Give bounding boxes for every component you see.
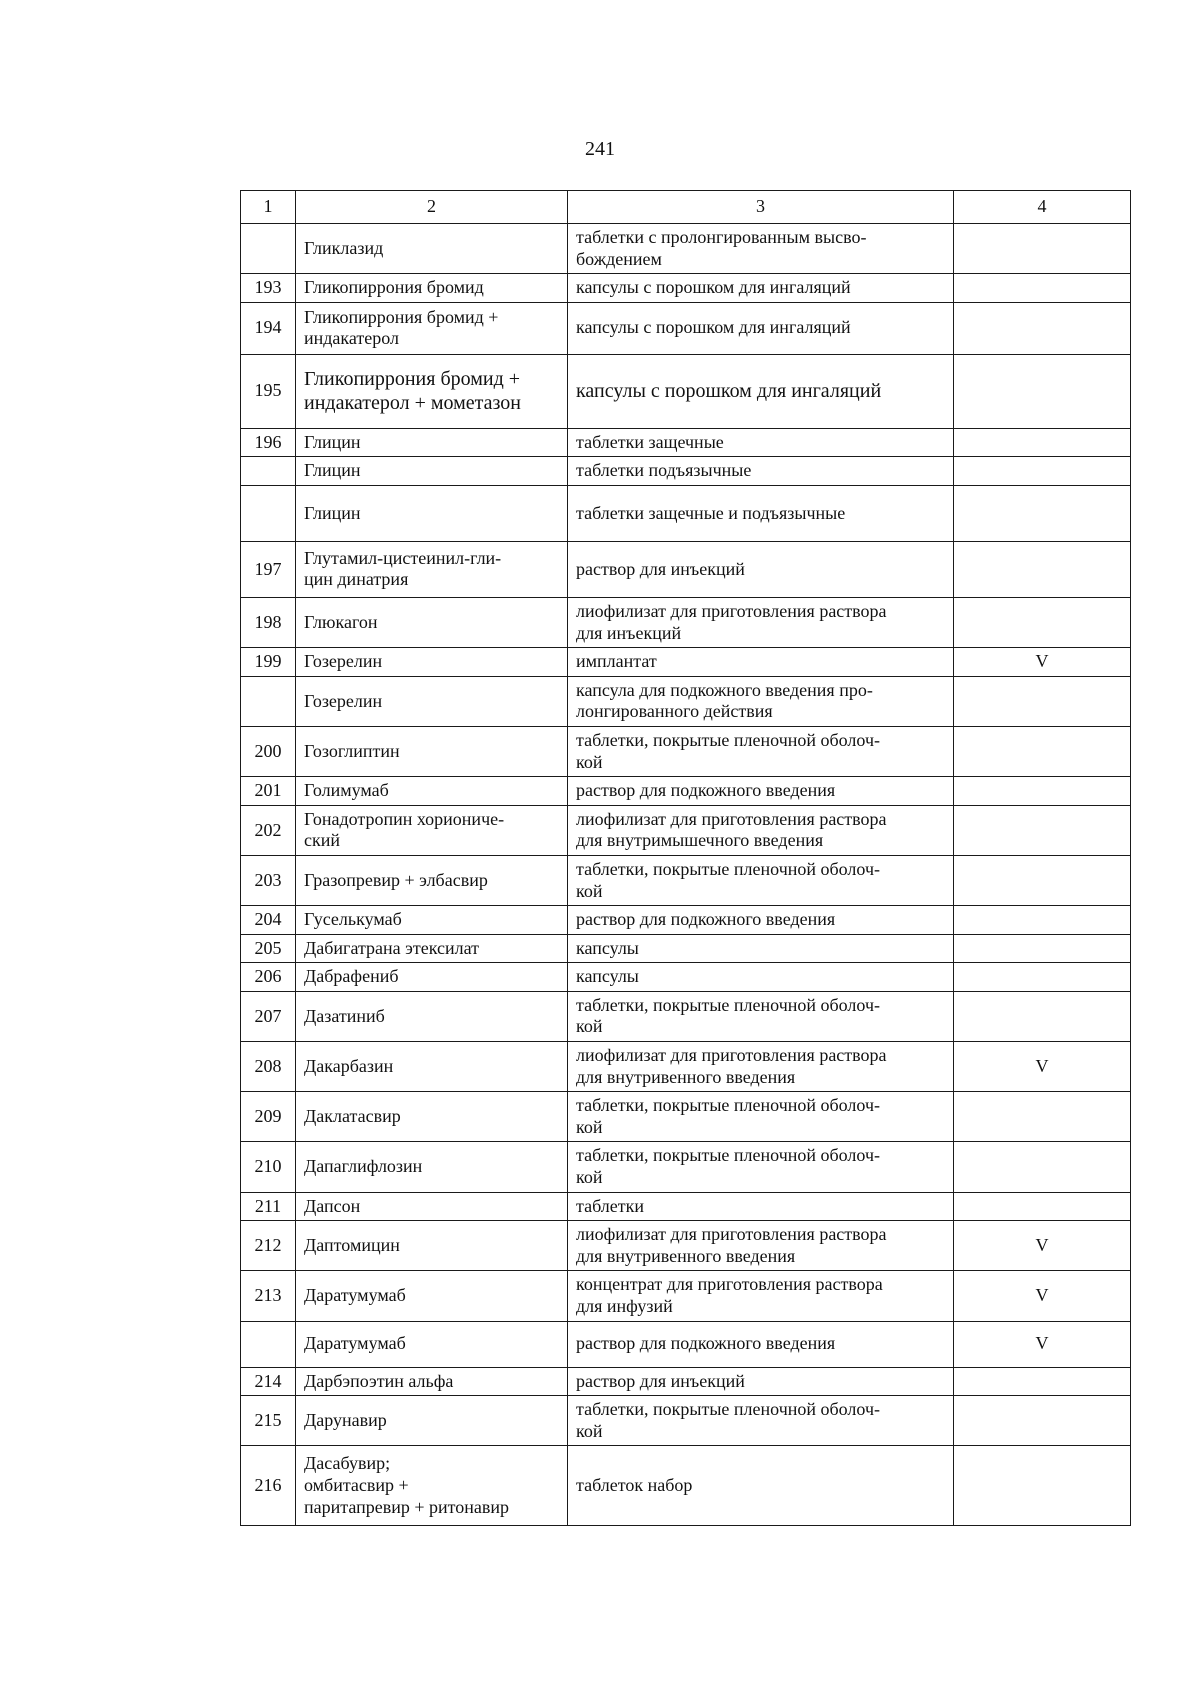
row-number: 216	[241, 1446, 296, 1526]
dosage-form: имплантат	[568, 648, 954, 677]
table-row	[241, 676, 1131, 726]
drug-name: Дакарбазин	[296, 1042, 568, 1092]
vzn-mark	[954, 934, 1131, 963]
row-number: 211	[241, 1192, 296, 1221]
dosage-form: таблетки	[568, 1192, 954, 1221]
drug-name: Дарунавир	[296, 1396, 568, 1446]
vzn-mark	[954, 541, 1131, 597]
vzn-mark	[954, 1092, 1131, 1142]
dosage-form: таблетки, покрытые пленочной оболоч- кой	[568, 1396, 954, 1446]
drug-name: Глутамил-цистеинил-гли- цин динатрия	[296, 541, 568, 597]
row-number: 199	[241, 648, 296, 677]
vzn-mark	[954, 597, 1131, 647]
row-number: 196	[241, 428, 296, 457]
row-number: 210	[241, 1142, 296, 1192]
dosage-form: таблеток набор	[568, 1446, 954, 1526]
drug-name: Гуселькумаб	[296, 906, 568, 935]
table-row	[241, 1092, 1131, 1142]
table-row	[241, 1446, 1131, 1526]
drug-name: Дабрафениб	[296, 963, 568, 992]
drug-name: Дабигатрана этексилат	[296, 934, 568, 963]
vzn-mark: V	[954, 1221, 1131, 1271]
vzn-mark	[954, 676, 1131, 726]
table-row	[241, 1321, 1131, 1367]
header-col-1: 1	[241, 191, 296, 224]
row-number: 201	[241, 777, 296, 806]
dosage-form: концентрат для приготовления раствора для инфузий	[568, 1271, 954, 1321]
table-row	[241, 1192, 1131, 1221]
row-number: 198	[241, 597, 296, 647]
table-row	[241, 1142, 1131, 1192]
vzn-mark	[954, 274, 1131, 303]
vzn-mark	[954, 805, 1131, 855]
drug-name: Гликлазид	[296, 224, 568, 274]
drug-name: Дазатиниб	[296, 991, 568, 1041]
table-row	[241, 1271, 1131, 1321]
drug-name: Дапсон	[296, 1192, 568, 1221]
vzn-mark	[954, 1192, 1131, 1221]
table-row	[241, 485, 1131, 541]
vzn-mark	[954, 1142, 1131, 1192]
table-row	[241, 274, 1131, 303]
dosage-form: раствор для инъекций	[568, 541, 954, 597]
dosage-form: таблетки, покрытые пленочной оболоч- кой	[568, 726, 954, 776]
drug-name: Глицин	[296, 457, 568, 486]
row-number: 194	[241, 302, 296, 354]
row-number: 213	[241, 1271, 296, 1321]
vzn-mark: V	[954, 1271, 1131, 1321]
dosage-form: лиофилизат для приготовления раствора для внутримышечного введения	[568, 805, 954, 855]
drug-name: Глицин	[296, 428, 568, 457]
dosage-form: таблетки подъязычные	[568, 457, 954, 486]
table-row	[241, 354, 1131, 428]
table-row	[241, 1221, 1131, 1271]
drug-name: Голимумаб	[296, 777, 568, 806]
table-row	[241, 726, 1131, 776]
header-col-3: 3	[568, 191, 954, 224]
drug-name: Гликопиррония бромид	[296, 274, 568, 303]
vzn-mark	[954, 1367, 1131, 1396]
dosage-form: раствор для подкожного введения	[568, 777, 954, 806]
drug-name: Гразопревир + элбасвир	[296, 855, 568, 905]
vzn-mark	[954, 428, 1131, 457]
table-row	[241, 1367, 1131, 1396]
row-number	[241, 676, 296, 726]
table-row	[241, 1396, 1131, 1446]
vzn-mark	[954, 855, 1131, 905]
table-row	[241, 906, 1131, 935]
row-number	[241, 457, 296, 486]
row-number: 214	[241, 1367, 296, 1396]
dosage-form: капсулы	[568, 963, 954, 992]
table-header	[241, 191, 1131, 224]
vzn-mark	[954, 777, 1131, 806]
table-row	[241, 991, 1131, 1041]
vzn-mark	[954, 354, 1131, 428]
dosage-form: таблетки, покрытые пленочной оболоч- кой	[568, 1142, 954, 1192]
drug-name: Даптомицин	[296, 1221, 568, 1271]
dosage-form: раствор для инъекций	[568, 1367, 954, 1396]
row-number: 203	[241, 855, 296, 905]
row-number	[241, 485, 296, 541]
row-number: 204	[241, 906, 296, 935]
drug-name: Гозерелин	[296, 676, 568, 726]
drug-name: Даклатасвир	[296, 1092, 568, 1142]
dosage-form: таблетки защечные и подъязычные	[568, 485, 954, 541]
table-row	[241, 934, 1131, 963]
page-number: 241	[585, 138, 615, 160]
drug-name: Дарбэпоэтин альфа	[296, 1367, 568, 1396]
table-row	[241, 963, 1131, 992]
table-row	[241, 1042, 1131, 1092]
header-row	[241, 191, 1131, 224]
dosage-form: капсулы с порошком для ингаляций	[568, 302, 954, 354]
drug-name: Глюкагон	[296, 597, 568, 647]
row-number: 215	[241, 1396, 296, 1446]
vzn-mark	[954, 457, 1131, 486]
row-number	[241, 1321, 296, 1367]
row-number: 206	[241, 963, 296, 992]
row-number: 195	[241, 354, 296, 428]
row-number: 208	[241, 1042, 296, 1092]
table-row	[241, 597, 1131, 647]
dosage-form: лиофилизат для приготовления раствора для инъекций	[568, 597, 954, 647]
dosage-form: таблетки защечные	[568, 428, 954, 457]
dosage-form: таблетки, покрытые пленочной оболоч- кой	[568, 991, 954, 1041]
dosage-form: таблетки, покрытые пленочной оболоч- кой	[568, 855, 954, 905]
drug-name: Гликопиррония бромид + индакатерол	[296, 302, 568, 354]
vzn-mark	[954, 906, 1131, 935]
vzn-mark: V	[954, 1042, 1131, 1092]
vzn-mark	[954, 991, 1131, 1041]
table-row	[241, 648, 1131, 677]
dosage-form: раствор для подкожного введения	[568, 1321, 954, 1367]
row-number: 197	[241, 541, 296, 597]
dosage-form: таблетки с пролонгированным высво- бождением	[568, 224, 954, 274]
row-number: 205	[241, 934, 296, 963]
dosage-form: капсулы с порошком для ингаляций	[568, 354, 954, 428]
dosage-form: лиофилизат для приготовления раствора для внутривенного введения	[568, 1221, 954, 1271]
row-number	[241, 224, 296, 274]
vzn-mark	[954, 1396, 1131, 1446]
vzn-mark	[954, 1446, 1131, 1526]
vzn-mark: V	[954, 1321, 1131, 1367]
drug-name: Гозоглиптин	[296, 726, 568, 776]
table-row	[241, 805, 1131, 855]
table-row	[241, 428, 1131, 457]
row-number: 200	[241, 726, 296, 776]
dosage-form: капсулы	[568, 934, 954, 963]
table-body	[241, 224, 1131, 1526]
drug-name: Гонадотропин хориониче- ский	[296, 805, 568, 855]
dosage-form: лиофилизат для приготовления раствора для внутривенного введения	[568, 1042, 954, 1092]
vzn-mark	[954, 726, 1131, 776]
drug-name: Дасабувир; омбитасвир + паритапревир + ритонавир	[296, 1446, 568, 1526]
dosage-form: капсулы с порошком для ингаляций	[568, 274, 954, 303]
table-row	[241, 541, 1131, 597]
drug-name: Дапаглифлозин	[296, 1142, 568, 1192]
table-row	[241, 224, 1131, 274]
drug-name: Гликопиррония бромид + индакатерол + мометазон	[296, 354, 568, 428]
row-number: 193	[241, 274, 296, 303]
row-number: 207	[241, 991, 296, 1041]
table-row	[241, 457, 1131, 486]
drug-table	[240, 190, 1131, 1526]
dosage-form: таблетки, покрытые пленочной оболоч- кой	[568, 1092, 954, 1142]
row-number: 202	[241, 805, 296, 855]
table-row	[241, 777, 1131, 806]
vzn-mark	[954, 302, 1131, 354]
header-col-4: 4	[954, 191, 1131, 224]
vzn-mark	[954, 963, 1131, 992]
dosage-form: капсула для подкожного введения про- лонгированного действия	[568, 676, 954, 726]
row-number: 212	[241, 1221, 296, 1271]
row-number: 209	[241, 1092, 296, 1142]
drug-name: Глицин	[296, 485, 568, 541]
header-col-2: 2	[296, 191, 568, 224]
vzn-mark	[954, 485, 1131, 541]
table-row	[241, 855, 1131, 905]
drug-name: Гозерелин	[296, 648, 568, 677]
dosage-form: раствор для подкожного введения	[568, 906, 954, 935]
table-row	[241, 302, 1131, 354]
drug-name: Даратумумаб	[296, 1271, 568, 1321]
vzn-mark: V	[954, 648, 1131, 677]
drug-name: Даратумумаб	[296, 1321, 568, 1367]
vzn-mark	[954, 224, 1131, 274]
